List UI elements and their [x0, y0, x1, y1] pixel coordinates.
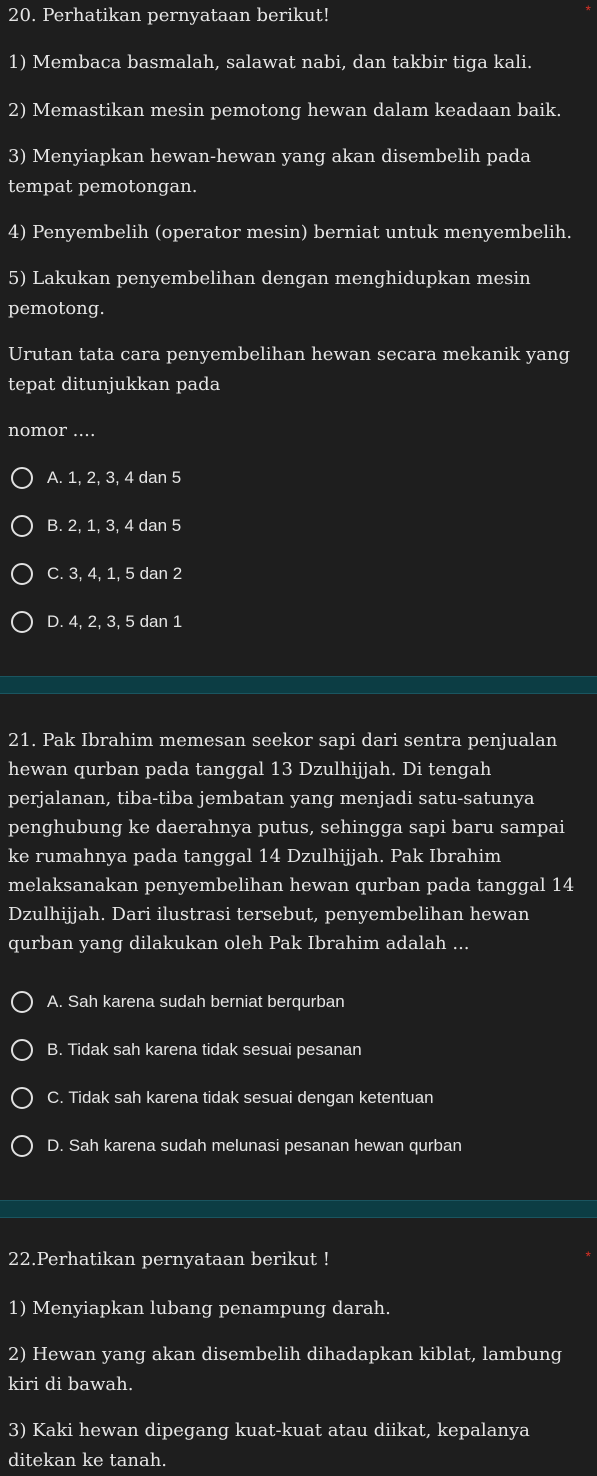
required-asterisk: *: [585, 2, 591, 18]
question-20: [0, 0, 597, 646]
statement-4: 4) Penyembelih (operator mesin) berniat untuk menyembelih.: [8, 222, 573, 243]
option-b[interactable]: [8, 502, 589, 550]
statement-1: 1) Membaca basmalah, salawat nabi, dan takbir tiga kali.: [8, 52, 533, 73]
statement-2: 2) Memastikan mesin pemotong hewan dalam keadaan baik.: [8, 100, 562, 121]
statement-3: 3) Kaki hewan dipegang kuat-kuat atau diikat, kepalanya ditekan ke tanah.: [8, 1420, 530, 1471]
radio-circle-icon[interactable]: [11, 1087, 33, 1109]
required-asterisk: *: [585, 1248, 591, 1264]
option-c[interactable]: [8, 550, 589, 598]
option-label: B. Tidak sah karena tidak sesuai pesanan: [47, 1040, 362, 1059]
option-label: C. 3, 4, 1, 5 dan 2: [47, 564, 183, 583]
option-label: B. 2, 1, 3, 4 dan 5: [47, 516, 182, 535]
radio-circle-icon[interactable]: [11, 991, 33, 1013]
radio-circle-icon[interactable]: [11, 611, 33, 633]
option-label: A. Sah karena sudah berniat berqurban: [47, 992, 345, 1011]
option-label: A. 1, 2, 3, 4 dan 5: [47, 468, 182, 487]
question-title: 20. Perhatikan pernyataan berikut!: [8, 5, 330, 26]
question-divider: [0, 1200, 597, 1218]
option-a[interactable]: [8, 978, 589, 1026]
option-a[interactable]: [8, 454, 589, 502]
radio-circle-icon[interactable]: [11, 1135, 33, 1157]
statement-5: 5) Lakukan penyembelihan dengan menghidupkan mesin pemotong.: [8, 268, 531, 319]
question-prompt: Urutan tata cara penyembelihan hewan secara mekanik yang tepat ditunjukkan pada: [8, 344, 570, 395]
statement-3: 3) Menyiapkan hewan-hewan yang akan disembelih pada tempat pemotongan.: [8, 146, 531, 197]
option-label: D. 4, 2, 3, 5 dan 1: [47, 612, 183, 631]
option-b[interactable]: [8, 1026, 589, 1074]
statement-1: 1) Menyiapkan lubang penampung darah.: [8, 1298, 391, 1319]
question-prompt-continued: nomor ....: [8, 420, 96, 441]
radio-circle-icon[interactable]: [11, 467, 33, 489]
option-label: C. Tidak sah karena tidak sesuai dengan ketentuan: [47, 1088, 434, 1107]
option-d[interactable]: [8, 598, 589, 646]
options-list: [8, 454, 589, 646]
option-label: D. Sah karena sudah melunasi pesanan hewan qurban: [47, 1136, 462, 1155]
option-d[interactable]: [8, 1122, 589, 1170]
question-title: 22.Perhatikan pernyataan berikut !: [8, 1249, 330, 1270]
option-c[interactable]: [8, 1074, 589, 1122]
question-22: [0, 1218, 597, 1476]
options-list: [8, 978, 589, 1170]
radio-circle-icon[interactable]: [11, 563, 33, 585]
question-21: [0, 694, 597, 1170]
radio-circle-icon[interactable]: [11, 1039, 33, 1061]
question-text: 21. Pak Ibrahim memesan seekor sapi dari sentra penjualan hewan qurban pada tanggal 13 Dzulhijjah. Di tengah perjalanan, tiba-tiba jembatan yang menjadi satu-satunya penghubung ke daerahnya putus, sehingga sapi baru sampai ke rumahnya pada tanggal 14 Dzulhijjah. Pak Ibrahim melaksanakan penyembelihan hewan qurban pada tanggal 14 Dzulhijjah. Dari ilustrasi tersebut, penyembelihan hewan qurban yang dilakukan oleh Pak Ibrahim adalah ...: [8, 730, 575, 954]
radio-circle-icon[interactable]: [11, 515, 33, 537]
statement-2: 2) Hewan yang akan disembelih dihadapkan kiblat, lambung kiri di bawah.: [8, 1344, 563, 1395]
question-divider: [0, 676, 597, 694]
